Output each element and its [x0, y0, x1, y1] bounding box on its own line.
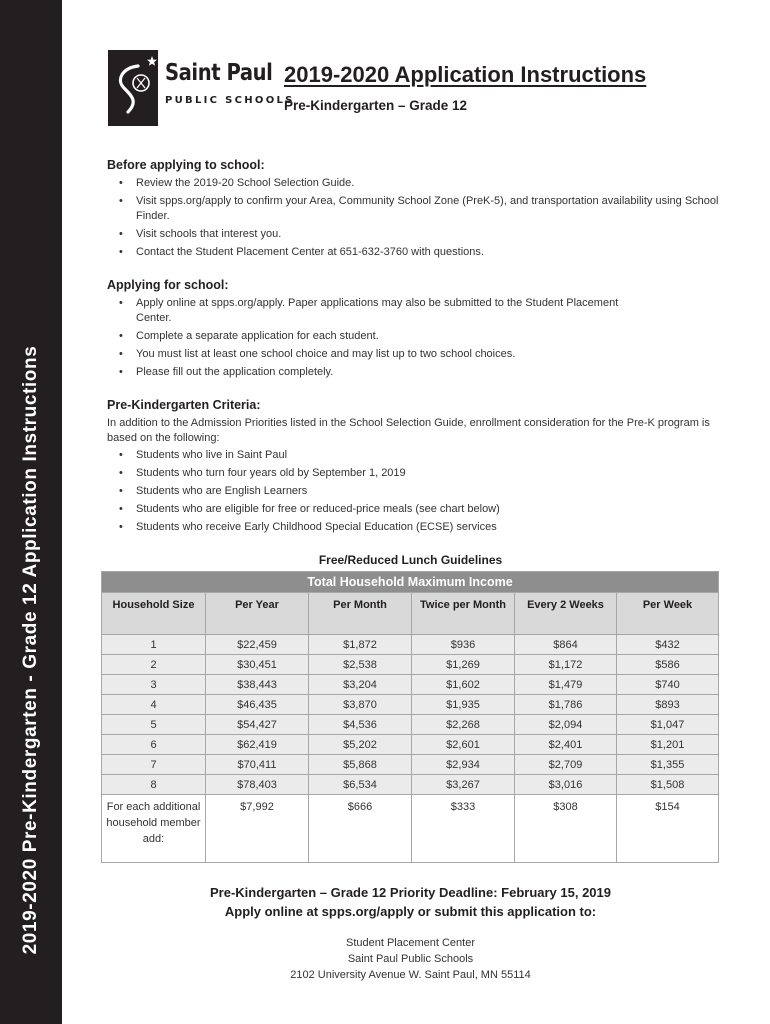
- priority-deadline: Pre-Kindergarten – Grade 12 Priority Deadline: February 15, 2019: [210, 885, 611, 900]
- applying-list: [107, 296, 722, 380]
- table-row: [102, 795, 719, 863]
- list-item: • Students who turn four years old by September 1, 2019: [107, 466, 722, 481]
- list-item: • Please fill out the application completely.: [107, 365, 722, 380]
- table-cell: $936: [412, 635, 515, 655]
- prek-criteria-section: [107, 398, 722, 538]
- column-header: Per Year: [206, 593, 309, 635]
- before-applying-list: [107, 176, 722, 260]
- table-cell: $740: [617, 675, 719, 695]
- prek-criteria-list: [107, 448, 722, 535]
- table-cell: $1,508: [617, 775, 719, 795]
- table-cell: $2,934: [412, 755, 515, 775]
- spps-logo-icon: [108, 50, 158, 126]
- table-cell: $154: [617, 795, 719, 863]
- table-cell: $70,411: [206, 755, 309, 775]
- table-row: [102, 695, 719, 715]
- list-item: • Visit spps.org/apply to confirm your Area, Community School Zone (PreK-5), and transportation availability using School Finder.: [107, 194, 722, 224]
- applying-heading: Applying for school:: [107, 278, 229, 292]
- table-cell: $3,016: [515, 775, 617, 795]
- table-cell: 8: [102, 775, 206, 795]
- table-cell: $2,268: [412, 715, 515, 735]
- table-row: [102, 775, 719, 795]
- income-guidelines-table: [101, 571, 719, 863]
- table-cell: $586: [617, 655, 719, 675]
- before-applying-section: [107, 158, 722, 263]
- table-cell: $22,459: [206, 635, 309, 655]
- table-cell: $1,602: [412, 675, 515, 695]
- table-cell: $4,536: [309, 715, 412, 735]
- column-header: Per Month: [309, 593, 412, 635]
- table-cell: $1,172: [515, 655, 617, 675]
- table-cell: 6: [102, 735, 206, 755]
- table-cell: $1,269: [412, 655, 515, 675]
- table-cell: $432: [617, 635, 719, 655]
- table-cell: $30,451: [206, 655, 309, 675]
- table-cell: $46,435: [206, 695, 309, 715]
- list-item: • You must list at least one school choice and may list up to two school choices.: [107, 347, 722, 362]
- table-row: [102, 635, 719, 655]
- table-cell: $3,267: [412, 775, 515, 795]
- list-item: • Apply online at spps.org/apply. Paper applications may also be submitted to the Student Placement Center.: [107, 296, 722, 326]
- table-cell: $1,479: [515, 675, 617, 695]
- list-item: • Review the 2019-20 School Selection Guide.: [107, 176, 722, 191]
- apply-instructions: Apply online at spps.org/apply or submit this application to:: [224, 904, 597, 919]
- table-cell: $864: [515, 635, 617, 655]
- address-line: Student Placement Center: [345, 937, 476, 949]
- logo-wordmark: Saint Paul: [165, 60, 273, 86]
- table-cell: $3,870: [309, 695, 412, 715]
- applying-section: [107, 278, 722, 383]
- page-title: 2019-2020 Application Instructions: [284, 62, 647, 87]
- table-cell: $1,355: [617, 755, 719, 775]
- list-item: • Students who live in Saint Paul: [107, 448, 722, 463]
- table-cell: $333: [412, 795, 515, 863]
- table-cell: $5,868: [309, 755, 412, 775]
- table-cell: $54,427: [206, 715, 309, 735]
- table-cell: $6,534: [309, 775, 412, 795]
- table-cell: $1,786: [515, 695, 617, 715]
- table-row: [102, 735, 719, 755]
- table-cell: 2: [102, 655, 206, 675]
- table-cell: $7,992: [206, 795, 309, 863]
- list-item: • Students who receive Early Childhood Special Education (ECSE) services: [107, 520, 722, 535]
- before-applying-heading: Before applying to school:: [107, 158, 265, 172]
- list-item: • Complete a separate application for each student.: [107, 329, 722, 344]
- sidebar-band: [0, 0, 62, 1024]
- column-header: Per Week: [617, 593, 719, 635]
- list-item: • Visit schools that interest you.: [107, 227, 722, 242]
- table-cell: $2,601: [412, 735, 515, 755]
- address-line: Saint Paul Public Schools: [347, 953, 474, 965]
- table-cell: $1,935: [412, 695, 515, 715]
- table-row: [102, 715, 719, 735]
- table-cell: 1: [102, 635, 206, 655]
- table-cell: $38,443: [206, 675, 309, 695]
- column-header: Household Size: [102, 593, 206, 635]
- table-cell: $5,202: [309, 735, 412, 755]
- table-cell: $308: [515, 795, 617, 863]
- page-subtitle: Pre-Kindergarten – Grade 12: [284, 98, 468, 113]
- table-banner: Total Household Maximum Income: [102, 572, 719, 593]
- table-cell: $78,403: [206, 775, 309, 795]
- lunch-table-title: Free/Reduced Lunch Guidelines: [318, 553, 503, 567]
- table-cell: $2,401: [515, 735, 617, 755]
- table-cell: $666: [309, 795, 412, 863]
- table-row: [102, 655, 719, 675]
- prek-criteria-heading: Pre-Kindergarten Criteria:: [107, 398, 261, 412]
- logo-subtext: PUBLIC SCHOOLS: [165, 95, 295, 106]
- table-body: [102, 635, 719, 863]
- table-cell: 7: [102, 755, 206, 775]
- sidebar-title: 2019-2020 Pre-Kindergarten - Grade 12 Application Instructions: [20, 345, 41, 955]
- table-cell: $1,201: [617, 735, 719, 755]
- table-cell: 3: [102, 675, 206, 695]
- table-cell: 4: [102, 695, 206, 715]
- table-cell: $2,094: [515, 715, 617, 735]
- table-cell: $62,419: [206, 735, 309, 755]
- table-row: [102, 675, 719, 695]
- table-cell: $1,872: [309, 635, 412, 655]
- table-cell: $2,709: [515, 755, 617, 775]
- table-cell: For each additional household member add:: [102, 795, 206, 863]
- list-item: • Students who are English Learners: [107, 484, 722, 499]
- table-cell: $893: [617, 695, 719, 715]
- list-item: • Students who are eligible for free or reduced-price meals (see chart below): [107, 502, 722, 517]
- table-cell: 5: [102, 715, 206, 735]
- table-cell: $3,204: [309, 675, 412, 695]
- table-row: [102, 755, 719, 775]
- mailing-address: [102, 935, 719, 983]
- column-header: Twice per Month: [412, 593, 515, 635]
- prek-criteria-intro: In addition to the Admission Priorities listed in the School Selection Guide, enrollment consideration for the Pre-K program is based on the following:: [107, 417, 710, 444]
- column-header: Every 2 Weeks: [515, 593, 617, 635]
- address-line: 2102 University Avenue W. Saint Paul, MN 55114: [290, 969, 531, 981]
- table-cell: $1,047: [617, 715, 719, 735]
- list-item: • Contact the Student Placement Center at 651-632-3760 with questions.: [107, 245, 722, 260]
- table-cell: $2,538: [309, 655, 412, 675]
